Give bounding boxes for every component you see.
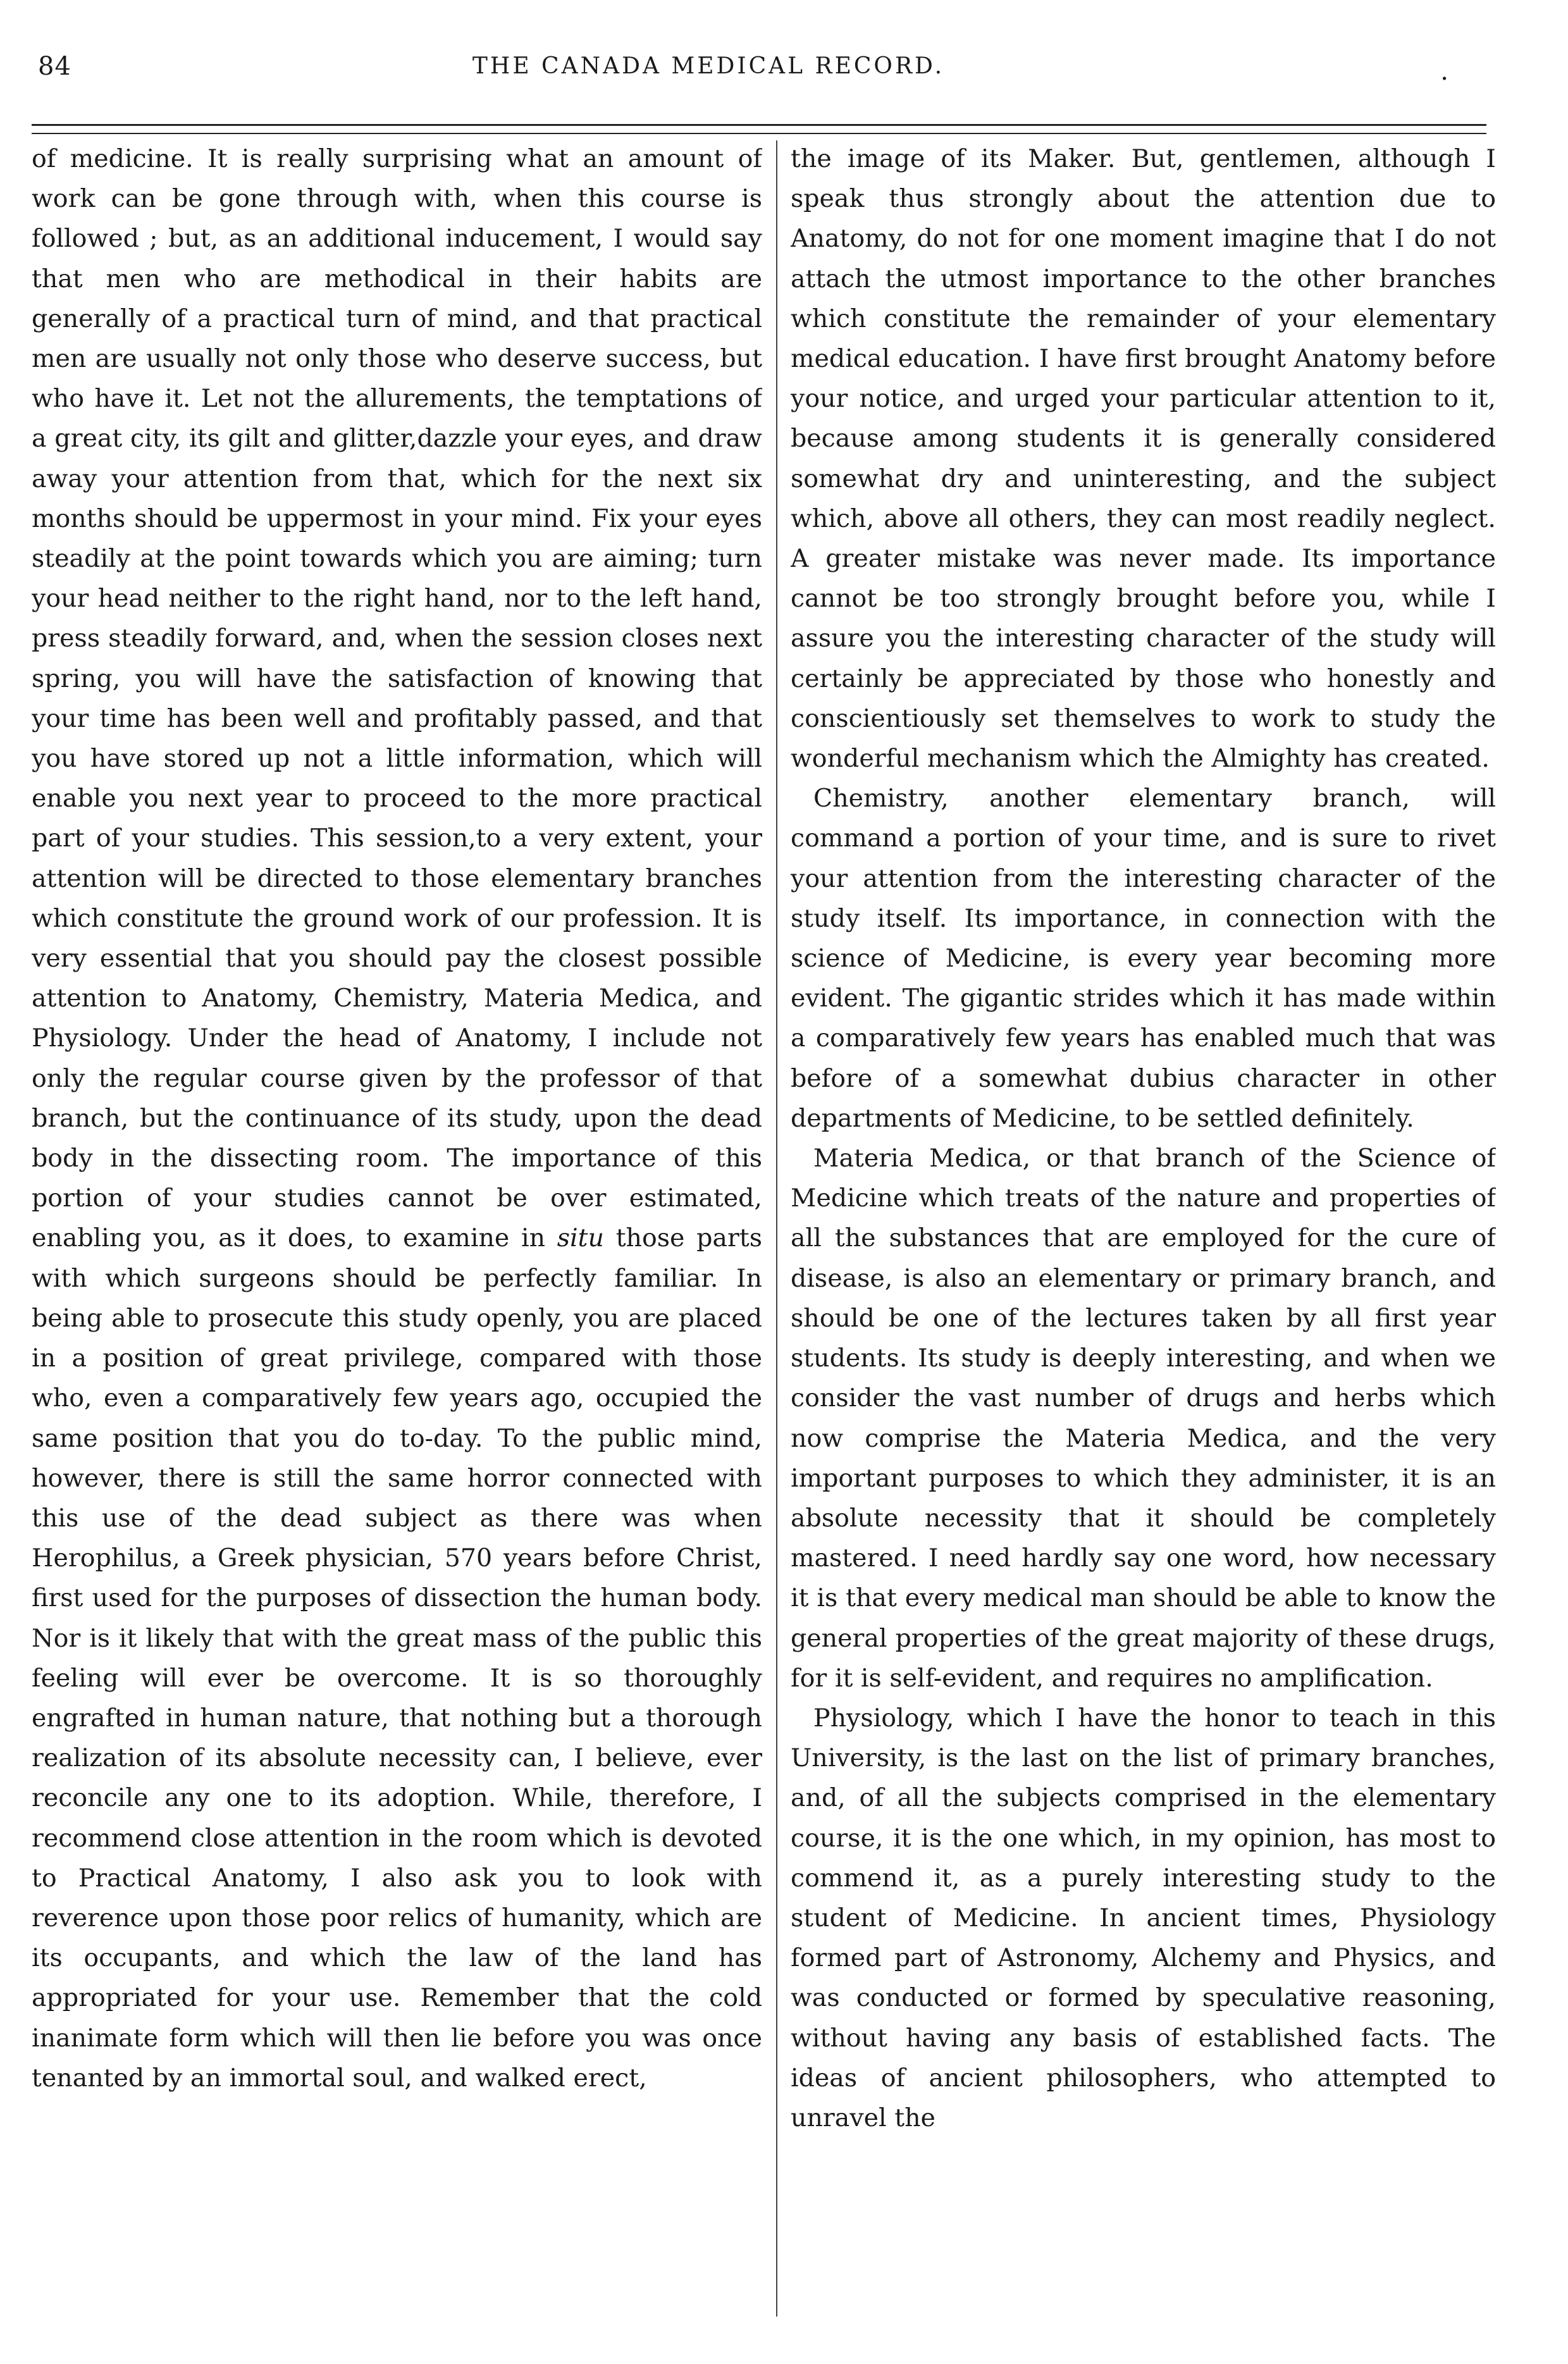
left-p1-continuation: those parts with which surgeons should be perfectly familiar. In being able to prosecute this study openly, you are placed in a position of great privilege, compared with those who, even a comparatively few years ago, occupied the same position that you do to-day. To the public mind, however, there is still the same horror connected with this use of the dead subject as there was when Herophilus, a Greek physician, 570 years before Christ, first used for the purposes of dissection the human body. Nor is it likely that with the great mass of the public this feeling will ever be overcome. It is so thoroughly engrafted in human nature, that nothing but a thorough realization of its absolute necessity can, I believe, ever reconcile any one to its adoption. While, therefore, I recommend close attention in the room which is devoted to Practical Anatomy, I also ask you to look with reverence upon those poor relics of humanity, which are its occupants, and which the law of the land has appropriated for your use. Remember that the cold inanimate form which will then lie before you was once tenanted by an immortal soul, and walked erect, — [32, 1223, 762, 2093]
column-divider — [776, 140, 777, 2317]
right-paragraph-chemistry: Chemistry, another elementary branch, will command a portion of your time, and is sure to rivet your attention from the interesting character of the study itself. Its importance, in connection with the science of Medicine, is every year becoming more evident. The gigantic strides which it has made within a comparatively few years has enabled much that was before of a somewhat dubius character in other departments of Medicine, to be settled definitely. — [791, 784, 1496, 1133]
right-paragraph-materia-medica: Materia Medica, or that branch of the Science of Medicine which treats of the nature and properties of all the substances that are employed for the cure of disease, is also an elementary or primary branch, and should be one of the lectures taken by all first year students. Its study is deeply interesting, and when we consider the vast number of drugs and herbs which now comprise the Materia Medica, and the very important purposes to which they administer, it is an absolute necessity that it should be completely mastered. I need hardly say one word, how necessary it is that every medical man should be able to know the general properties of the great majority of these drugs, for it is self-evident, and requires no amplification. — [791, 1144, 1496, 1693]
header-rule-thin — [32, 133, 1486, 134]
right-paragraph-1: the image of its Maker. But, gentlemen, although I speak thus strongly about the attention due to Anatomy, do not for one moment imagine that I do not attach the utmost importance to the other branches which constitute the remainder of your elementary medical education. I have first brought Anatomy before your notice, and urged your particular attention to it, because among students it is generally considered somewhat dry and uninteresting, and the subject which, above all others, they can most readily neglect. A greater mistake was never made. Its importance cannot be too strongly brought before you, while I assure you the interesting character of the study will certainly be appreciated by those who honestly and conscientiously set themselves to work to study the wonderful mechanism which the Almighty has created. — [791, 144, 1496, 774]
right-column — [791, 139, 1496, 2318]
page-header — [38, 52, 1448, 102]
left-column — [32, 139, 762, 2318]
left-p1-italic: situ — [557, 1223, 604, 1253]
page-number: 84 — [38, 52, 71, 81]
left-p1-text: of medicine. It is really surprising what an amount of work can be gone through with, when this course is followed ; but, as an additional inducement, I would say that men who are methodical in their habits are generally of a practical turn of mind, and that practical men are usually not only those who deserve success, but who have it. Let not the allurements, the temptations of a great city, its gilt and glitter,dazzle your eyes, and draw away your attention from that, which for the next six months should be uppermost in your mind. Fix your eyes steadily at the point towards which you are aiming; turn your head neither to the right hand, nor to the left hand, press steadily forward, and, when the session closes next spring, you will have the satisfaction of knowing that your time has been well and profitably passed, and that you have stored up not a little information, which will enable you next year to proceed to the more practical part of your studies. This session,to a very extent, your attention will be directed to those elementary branches which constitute the ground work of our profession. It is very essential that you should pay the closest possible attention to Anatomy, Chemistry, Materia Medica, and Physiology. Under the head of Anatomy, I include not only the regular course given by the professor of that branch, but the continuance of its study, upon the dead body in the dissecting room. The importance of this portion of your studies cannot be over estimated, enabling you, as it does, to examine in — [32, 144, 762, 1253]
right-paragraph-physiology: Physiology, which I have the honor to teach in this University, is the last on the list of primary branches, and, of all the subjects comprised in the elementary course, it is the one which, in my opinion, has most to commend it, as a purely interesting study to the student of Medicine. In ancient times, Physiology formed part of Astronomy, Alchemy and Physics, and was conducted or formed by speculative reasoning, without having any basis of established facts. The ideas of ancient philosophers, who attempted to unravel the — [791, 1703, 1496, 2132]
header-mark: . — [1440, 57, 1448, 86]
running-title: THE CANADA MEDICAL RECORD. — [472, 53, 945, 79]
header-rule-thick — [32, 124, 1486, 126]
left-paragraph-1 — [32, 139, 762, 2098]
